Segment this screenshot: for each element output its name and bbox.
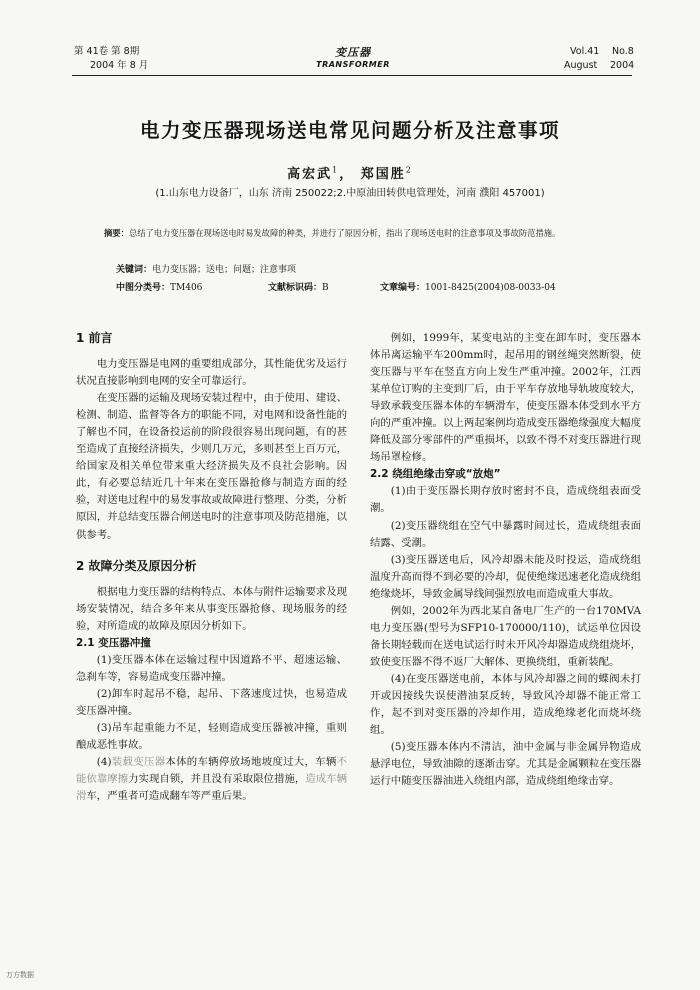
header-month-en: August: [564, 60, 598, 71]
abstract-label: 摘要：: [104, 228, 129, 238]
text-run: 力实现自锁，并且没有采取限位措施，: [128, 773, 306, 786]
faded-text: 装载变压器: [111, 756, 166, 769]
journal-name-cn: 变压器: [335, 46, 371, 59]
author-affil-mark: 1: [332, 165, 340, 175]
section-heading: 2 故障分类及原因分析: [76, 558, 197, 573]
paragraph: 例如，1999年，某变电站的主变在卸车时，变压器本体吊离运输平车200mm时，起吊用的钢丝绳突然断裂，使变压器与平车在竖直方向上发生严重冲撞。2002年，江西某单位订购的主变到厂后，由于平车存放地导轨坡度较大，导致承载变压器本体的车辆滑车，使变压器本体受到水平方向的严重冲撞。以上两起案例均造成变压器绝缘强度大幅度降低及部分零部件的严重损坏，以致不得不对变压器进行现场吊罩检修。: [370, 332, 641, 464]
paragraph: (3)吊车起重能力不足，轻则造成变压器被冲撞，重则酿成恶性事故。: [76, 721, 347, 752]
left-column: [76, 330, 347, 805]
paragraph: (1)由于变压器长期存放时密封不良，造成绕组表面受潮。: [370, 485, 641, 515]
abstract: [104, 226, 624, 241]
doc-label: 文献标识码：: [268, 283, 323, 293]
paragraph: (4)在变压器送电前，本体与风冷却器之间的蝶阀未打开或因接线失误使潜油泵反转，导致风冷却器不能正常工作，起不到对变压器的冷却作用，造成绝缘老化而烧坏绕组。: [370, 672, 641, 737]
keywords-text: 电力变压器；送电；问题；注意事项: [152, 265, 297, 275]
header-rule: [72, 75, 632, 76]
paragraph: [76, 754, 347, 805]
author-separator: ，: [339, 167, 355, 182]
paragraph: (5)变压器本体内不清洁，油中金属与非金属异物造成悬浮电位，导致油隙的逐渐击穿。尤其是金属颗粒在变压器运行中随变压器油进入绕组内部，造成绕组绝缘击穿。: [370, 741, 641, 788]
paragraph: 电力变压器是电网的重要组成部分，其性能优劣及运行状况直接影响到电网的安全可靠运行。: [76, 358, 347, 388]
paragraph: 在变压器的运输及现场安装过程中，由于使用、建设、检测、制造、监督等各方的职能不同，对电网和设备性能的了解也不同，在设备投运前的阶段很容易出现问题，有的甚至造成了直接经济损失，少则几万元，多则甚至上百万元，给国家及相关单位带来重大经济损失及不良社会影响。因此，有必要总结近几十年来在变压器抢修与制造方面的经验，对送电过程中的易发事故或故障进行整理、分类，分析原因，并总结变压器合闸送电时的注意事项及防范措施，以供参考。: [76, 392, 347, 541]
text-run: 本体的车辆停放场地坡度过大，车辆: [165, 756, 337, 769]
text-run: (4): [96, 756, 112, 769]
right-column: [370, 330, 641, 790]
paragraph: (2)卸车时起吊不稳，起吊、下落速度过快，也易造成变压器冲撞。: [76, 687, 347, 717]
author-list: [60, 163, 640, 182]
paragraph: (1)变压器本体在运输过程中因道路不平、超速运输、急刹车等，容易造成变压器冲撞。: [76, 653, 347, 683]
keywords: [116, 262, 616, 275]
faded-text: 造成车辆滑: [76, 773, 348, 803]
clc-value: TM406: [170, 283, 203, 293]
section-heading: 1 前言: [76, 331, 113, 345]
journal-name-en: TRANSFORMER: [316, 60, 390, 69]
keywords-label: 关键词：: [116, 265, 153, 275]
header-date: 2004 年 8 月: [90, 60, 149, 71]
text-run: 车，严重者可造成翻车等严重后果。: [86, 790, 253, 803]
paragraph: (3)变压器送电后，风冷却器未能及时投运，造成绕组温度升高而得不到必要的冷却，促使绝缘迅速老化造成绕组绝缘烧坏，导致金属导线间强烈放电而造成重大事故。: [370, 553, 641, 600]
art-label: 文章编号：: [380, 283, 426, 293]
faded-text: 不能依靠摩擦: [76, 756, 348, 786]
paragraph: 例如，2002年为西北某自备电厂生产的一台170MVA电力变压器(型号为SFP10-170000/110)，试运单位因设备长期轻载而在送电试运行时未开风冷却器造成绕组烧坏，致使变压器不得不返厂大解体、更换绕组，重新装配。: [370, 604, 641, 668]
header-number-en: No.8: [612, 46, 634, 57]
subsection-heading: 2.2 绕组绝缘击穿或“放炮”: [370, 468, 501, 481]
paragraph: (2)变压器绕组在空气中暴露时间过长，造成绕组表面结露、受潮。: [370, 519, 641, 549]
header-volume-issue: 第 41卷 第 8期: [74, 46, 140, 57]
header-year-en: 2004: [610, 60, 635, 71]
subsection-heading: 2.1 变压器冲撞: [76, 636, 151, 649]
author-name: 郑国胜: [360, 167, 406, 182]
abstract-text: 总结了电力变压器在现场送电时易发故障的种类，并进行了原因分析，指出了现场送电时的注意事项及事故防范措施。: [128, 228, 561, 238]
affiliation: (1.山东电力设备厂，山东 济南 250022;2.中原油田转供电管理处，河南 濮阳 457001): [155, 188, 545, 199]
clc-code: [116, 280, 202, 293]
clc-label: 中图分类号：: [116, 283, 171, 293]
paper-title: 电力变压器现场送电常见问题分析及注意事项: [139, 119, 560, 142]
article-number: [380, 280, 556, 293]
doc-value: B: [322, 283, 329, 293]
footer-watermark: 万方数据: [6, 971, 34, 979]
author-affil-mark: 2: [405, 165, 413, 175]
doc-code: [268, 280, 329, 293]
paragraph: 根据电力变压器的结构特点、本体与附件运输要求及现场安装情况，结合多年来从事变压器抢修、现场服务的经验，对所造成的故障及原因分析如下。: [76, 585, 347, 632]
journal-logo: [298, 44, 408, 69]
art-value: 1001-8425(2004)08-0033-04: [425, 283, 556, 293]
header-volume-en: Vol.41: [570, 46, 600, 57]
author-name: 高宏武: [287, 167, 333, 182]
